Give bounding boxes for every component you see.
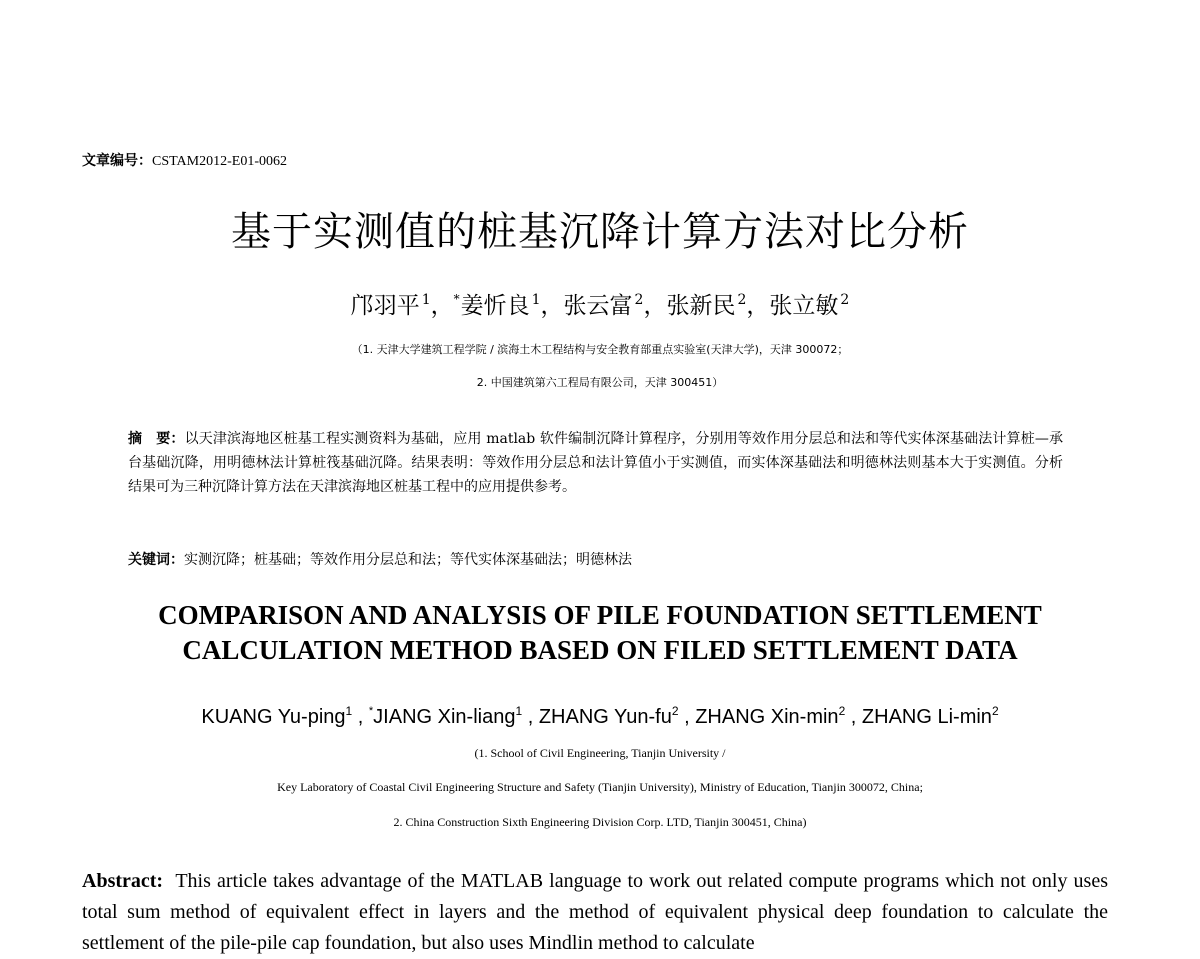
- cn-abstract: [128, 427, 1063, 499]
- cn-author-sep: ，: [430, 293, 454, 319]
- article-id-label: 文章编号：: [82, 153, 152, 169]
- en-abstract-text: This article takes advantage of the MATLAB language to work out related compute programs which not only uses total sum method of equivalent effect in layers and the method of equivalent physical deep foundation to calculate the settlement of the pile-pile cap foundation, but also uses Mindlin method to calculate: [82, 870, 1108, 954]
- cn-author: [564, 293, 667, 319]
- cn-author-name: 张云富: [563, 293, 633, 319]
- corresponding-star: *: [453, 292, 460, 306]
- cn-author: [351, 293, 454, 319]
- en-author: [695, 706, 862, 728]
- en-author-sep: ,: [845, 706, 862, 728]
- en-author: [539, 706, 695, 728]
- cn-author-sep: ，: [746, 293, 770, 319]
- cn-affiliation-2: 2. 中国建筑第六工程局有限公司，天津 300451）: [476, 376, 724, 389]
- en-affiliation-1: (1. School of Civil Engineering, Tianjin University /: [474, 746, 726, 760]
- en-author-sep: ,: [352, 706, 369, 728]
- en-author-affil: 2: [838, 704, 846, 718]
- english-title-line-1: COMPARISON AND ANALYSIS OF PILE FOUNDATION SETTLEMENT: [158, 600, 1042, 630]
- cn-author-sep: ，: [643, 293, 667, 319]
- cn-keywords-text: 实测沉降；桩基础；等效作用分层总和法；等代实体深基础法；明德林法: [184, 552, 632, 568]
- english-authors: [0, 704, 1200, 729]
- cn-author: [666, 293, 769, 319]
- en-affiliation-3: 2. China Construction Sixth Engineering Division Corp. LTD, Tianjin 300451, China): [393, 815, 807, 829]
- cn-author: [454, 293, 564, 319]
- cn-abstract-text: 以天津滨海地区桩基工程实测资料为基础，应用 matlab 软件编制沉降计算程序，分别用等效作用分层总和法和等代实体深基础法计算桩—承台基础沉降，用明德林法计算桩筏基础沉降。结果表明：等效作用分层总和法计算值小于实测值，而实体深基础法和明德林法则基本大于实测值。分析结果可为三种沉降计算方法在天津滨海地区桩基工程中的应用提供参考。: [128, 431, 1063, 495]
- en-author-affil: 1: [515, 704, 523, 718]
- cn-author-affil: 2: [634, 292, 644, 308]
- corresponding-star: *: [368, 705, 374, 717]
- en-author-name: ZHANG Xin-min: [695, 706, 839, 728]
- cn-author-sep: ，: [540, 293, 564, 319]
- cn-author-name: 邝羽平: [350, 293, 420, 319]
- en-author-name: ZHANG Yun-fu: [538, 706, 672, 728]
- cn-affiliation-1: （1. 天津大学建筑工程学院 / 滨海土木工程结构与安全教育部重点实验室(天津大学)，天津 300072；: [351, 343, 849, 356]
- cn-author-affil: 2: [737, 292, 747, 308]
- en-affiliation-2: Key Laboratory of Coastal Civil Engineering Structure and Safety (Tianjin University), Ministry of Education, Tianjin 300072, China;: [277, 780, 923, 794]
- en-author-name: KUANG Yu-ping: [201, 706, 346, 728]
- cn-author-affil: 2: [840, 292, 850, 308]
- cn-author-affil: 1: [531, 292, 541, 308]
- cn-abstract-label: 摘 要：: [128, 431, 185, 447]
- en-abstract-label: Abstract:: [82, 870, 164, 892]
- cn-author-name: 姜忻良: [460, 293, 530, 319]
- cn-author-name: 张新民: [666, 293, 736, 319]
- cn-keywords-label: 关键词：: [128, 552, 184, 568]
- en-author-sep: ,: [522, 706, 539, 728]
- en-abstract: [82, 866, 1108, 959]
- en-author-name: ZHANG Li-min: [861, 706, 992, 728]
- en-author: [862, 706, 999, 728]
- article-id: [82, 150, 287, 170]
- cn-author: [769, 293, 849, 319]
- english-title-line-2: CALCULATION METHOD BASED ON FILED SETTLEMENT DATA: [182, 635, 1018, 665]
- en-author-name: JIANG Xin-liang: [373, 706, 516, 728]
- chinese-authors: [0, 287, 1200, 320]
- en-author: [201, 706, 369, 728]
- article-id-value: CSTAM2012-E01-0062: [152, 154, 287, 169]
- en-author-affil: 2: [991, 704, 999, 718]
- en-author: [369, 706, 539, 728]
- cn-author-affil: 1: [421, 292, 431, 308]
- cn-author-name: 张立敏: [769, 293, 839, 319]
- en-author-affil: 2: [671, 704, 679, 718]
- chinese-title: 基于实测值的桩基沉降计算方法对比分析: [231, 209, 969, 255]
- en-author-affil: 1: [345, 704, 353, 718]
- cn-keywords: [128, 549, 632, 569]
- en-author-sep: ,: [678, 706, 696, 728]
